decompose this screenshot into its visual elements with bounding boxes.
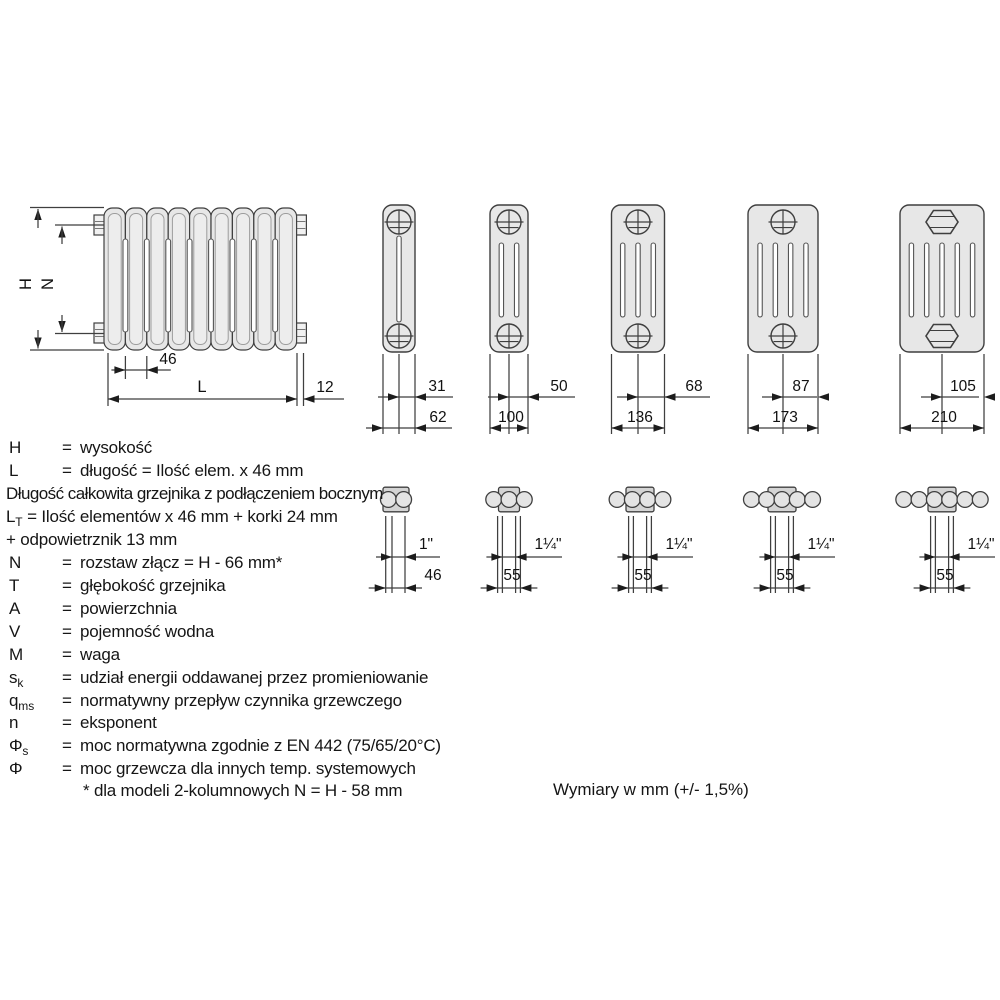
legend-description: długość = Ilość elem. x 46 mm (80, 461, 304, 480)
top-view-dimensions-6-columns (914, 516, 995, 593)
top-view-4-columns (609, 487, 671, 512)
dim-label: 12 (316, 379, 334, 396)
column-tube (759, 492, 775, 508)
legend-symbol: Φ (9, 759, 23, 778)
dim-label: 1¼" (967, 536, 995, 553)
column-tube (624, 492, 640, 508)
legend-text: * dla modeli 2-kolumnowych N = H - 58 mm (83, 781, 403, 800)
legend-symbol: $s_k$ (9, 668, 24, 690)
top-view-5-columns (744, 487, 821, 512)
dim-label: 1¼" (807, 536, 835, 553)
dim-label: 87 (792, 378, 810, 395)
legend-description: wysokość (80, 438, 153, 457)
section-dimensions-5-columns (748, 354, 829, 434)
top-view-dimensions-4-columns (612, 516, 693, 593)
legend-symbol: V (9, 622, 21, 641)
legend-equals: = (62, 599, 72, 618)
dim-label: 55 (503, 567, 521, 584)
legend-symbol: $q_{ms}$ (9, 691, 35, 713)
legend-equals: = (62, 691, 72, 710)
legend-text: + odpowietrznik 13 mm (6, 530, 178, 549)
dim-label: 55 (634, 567, 652, 584)
legend-description: eksponent (80, 713, 157, 732)
legend-symbol: T (9, 576, 20, 595)
legend-symbol: H (9, 438, 22, 457)
legend-description: moc normatywna zgodnie z EN 442 (75/65/20°C) (80, 736, 441, 755)
column-tube (774, 492, 790, 508)
dim-label: 62 (429, 409, 447, 426)
dim-label: 1¼" (534, 536, 562, 553)
legend-symbol: N (9, 553, 22, 572)
legend-text: $L_T$ = Ilość elementów x 46 mm + korki 24 mm (6, 507, 338, 529)
dim-label: H (17, 278, 35, 290)
top-view-dimensions-5-columns (754, 516, 835, 593)
dim-label: 31 (428, 378, 446, 395)
legend-equals: = (62, 553, 72, 572)
legend-equals: = (62, 461, 72, 480)
top-view-6-columns (896, 487, 988, 512)
column-tube (640, 492, 656, 508)
legend-description: rozstaw złącz = H - 66 mm* (80, 553, 283, 572)
cross-section-6-columns (900, 205, 984, 352)
legend-equals: = (62, 645, 72, 664)
dim-label: 46 (159, 351, 177, 368)
legend-symbol: $\Phi_s$ (9, 736, 29, 758)
column-tube (789, 492, 805, 508)
legend-symbol: n (9, 713, 19, 732)
legend-equals: = (62, 668, 72, 687)
column-tube (972, 492, 988, 508)
dimensions-note: Wymiary w mm (+/- 1,5%) (553, 780, 749, 799)
column-tube (744, 492, 760, 508)
dim-label: 100 (498, 409, 524, 426)
dim-label: 173 (772, 409, 798, 426)
legend-text: Długość całkowita grzejnika z podłączeniem bocznym (6, 484, 383, 503)
column-tube (655, 492, 671, 508)
legend-description: głębokość grzejnika (80, 576, 226, 595)
cross-section-5-columns (748, 205, 818, 352)
dim-label: 55 (776, 567, 794, 584)
dim-label: 136 (627, 409, 653, 426)
legend-description: normatywny przepływ czynnika grzewczego (80, 691, 402, 710)
dim-label: L (197, 378, 207, 396)
cross-section-4-columns (612, 205, 665, 352)
legend-equals: = (62, 438, 72, 457)
column-tube (957, 492, 973, 508)
column-tube (896, 492, 912, 508)
dim-label: N (39, 278, 57, 290)
legend-equals: = (62, 576, 72, 595)
dim-label: 210 (931, 409, 957, 426)
column-tube (805, 492, 821, 508)
legend-equals: = (62, 759, 72, 778)
column-tube (609, 492, 625, 508)
legend-description: udział energii oddawanej przez promieniowanie (80, 668, 429, 687)
dim-label: 1¼" (665, 536, 693, 553)
legend-equals: = (62, 736, 72, 755)
section-dimensions-6-columns (900, 354, 995, 434)
legend-description: powierzchnia (80, 599, 177, 618)
legend-symbol: M (9, 645, 23, 664)
column-tube (911, 492, 927, 508)
section-dimensions-4-columns (612, 354, 711, 434)
dim-label: 55 (936, 567, 954, 584)
legend-equals: = (62, 713, 72, 732)
legend-description: moc grzewcza dla innych temp. systemowych (80, 759, 416, 778)
dim-label: 46 (424, 567, 442, 584)
legend-symbol: A (9, 599, 21, 618)
legend-description: pojemność wodna (80, 622, 215, 641)
column-tube (942, 492, 958, 508)
legend-symbol: L (9, 461, 19, 480)
dim-label: 68 (685, 378, 703, 395)
dim-label: 50 (550, 378, 568, 395)
legend-equals: = (62, 622, 72, 641)
dim-label: 1" (418, 536, 434, 553)
column-tube (926, 492, 942, 508)
dim-label: 105 (950, 378, 976, 395)
legend-description: waga (80, 645, 120, 664)
